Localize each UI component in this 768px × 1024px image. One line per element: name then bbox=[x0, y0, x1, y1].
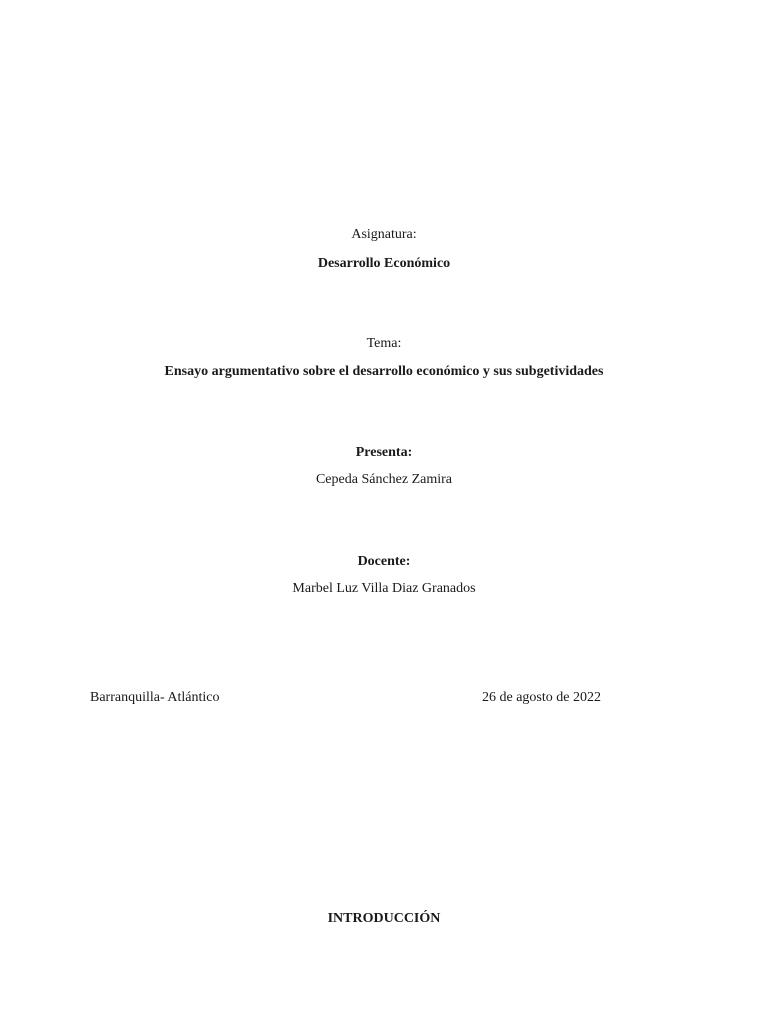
teacher-label: Docente: bbox=[357, 554, 411, 569]
subject-label: Asignatura: bbox=[351, 227, 417, 242]
date-text: 26 de agosto de 2022 bbox=[482, 690, 601, 705]
topic-title: Ensayo argumentativo sobre el desarrollo económico y sus subgetividades bbox=[164, 364, 604, 379]
teacher-name: Marbel Luz Villa Diaz Granados bbox=[292, 581, 476, 596]
presenter-name: Cepeda Sánchez Zamira bbox=[315, 472, 453, 487]
introduction-heading: INTRODUCCIÓN bbox=[327, 911, 441, 926]
topic-label: Tema: bbox=[366, 336, 402, 351]
subject-title: Desarrollo Económico bbox=[317, 256, 451, 271]
presenter-label: Presenta: bbox=[355, 445, 413, 460]
place-text: Barranquilla- Atlántico bbox=[90, 690, 220, 705]
